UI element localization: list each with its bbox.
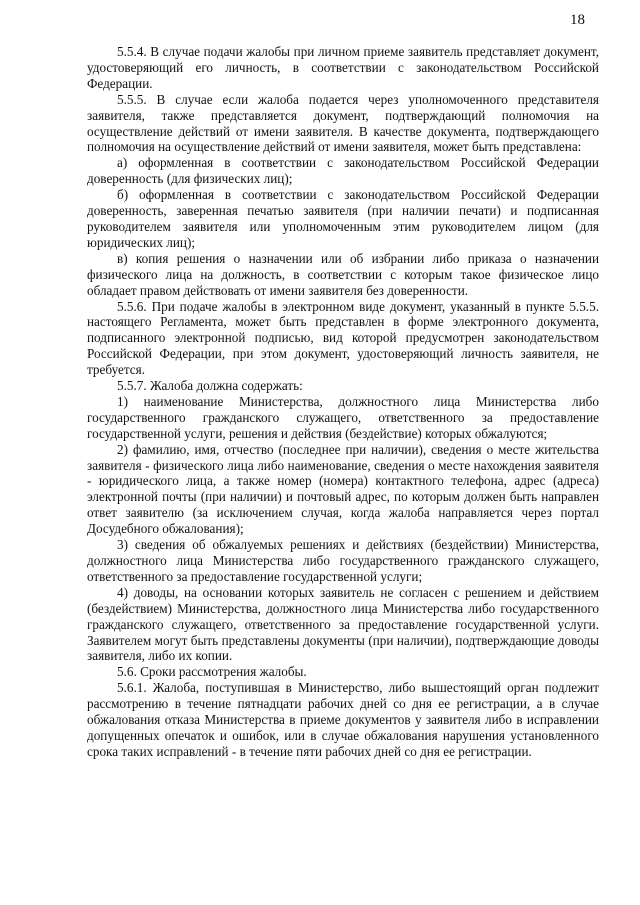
paragraph-5-5-6: 5.5.6. При подаче жалобы в электронном виде документ, указанный в пункте 5.5.5. настоящего Регламента, может быть представлен в форме электронного документа, подписанного электронной подписью, вид которой предусмотрен законодательством Российской Федерации, при этом документ, удостоверяющий личность заявителя, не требуется. bbox=[87, 298, 599, 378]
list-item-v: в) копия решения о назначении или об избрании либо приказа о назначении физического лица на должность, в соответствии с которым такое физическое лицо обладает правом действовать от имени заявителя без доверенности. bbox=[87, 250, 599, 298]
paragraph-5-5-4: 5.5.4. В случае подачи жалобы при личном приеме заявитель представляет документ, удостоверяющий его личность, в соответствии с законодательством Российской Федерации. bbox=[87, 44, 599, 91]
list-item-4: 4) доводы, на основании которых заявитель не согласен с решением и действием (бездействием) Министерства, должностного лица Министерства либо государственного гражданского служащего, ответственного за предоставление государственной услуги. Заявителем могут быть представлены документы (при наличии), подтверждающие доводы заявителя, либо их копии. bbox=[87, 584, 599, 664]
list-item-1: 1) наименование Министерства, должностного лица Министерства либо государственного гражданского служащего, ответственного за предоставление государственной услуги, решения и действия (бездействие) которых обжалуются; bbox=[87, 393, 599, 441]
section-heading-5-6: 5.6. Сроки рассмотрения жалобы. bbox=[117, 664, 307, 680]
paragraph-5-5-5: 5.5.5. В случае если жалоба подается через уполномоченного представителя заявителя, также представляется документ, подтверждающий полномочия на осуществление действий от имени заявителя. В качестве документа, подтверждающего полномочия на осуществление действий от имени заявителя, может быть представлена: bbox=[87, 91, 599, 155]
list-item-3: 3) сведения об обжалуемых решениях и действиях (бездействии) Министерства, должностного лица Министерства либо государственного гражданского служащего, ответственного за предоставление государственной услуги; bbox=[87, 537, 599, 584]
document-body bbox=[87, 44, 599, 760]
page-number: 18 bbox=[570, 12, 585, 28]
paragraph-5-6-1: 5.6.1. Жалоба, поступившая в Министерство, либо вышестоящий орган подлежит рассмотрению в течение пятнадцати рабочих дней со дня ее регистрации, а в случае обжалования отказа Министерства в приеме документов у заявителя либо в исправлении допущенных опечаток и ошибок, или в случае обжалования нарушения установленного срока таких исправлений - в течение пяти рабочих дней со дня ее регистрации. bbox=[87, 680, 599, 759]
list-item-2: 2) фамилию, имя, отчество (последнее при наличии), сведения о месте жительства заявителя - физического лица либо наименование, сведения о месте нахождения заявителя - юридического лица, а также номер (номера) контактного телефона, адрес (адреса) электронной почты (при наличии) и почтовый адрес, по которым должен быть направлен ответ заявителю (за исключением случая, когда жалоба направляется через портал Досудебного обжалования); bbox=[87, 441, 599, 537]
paragraph-5-5-7: 5.5.7. Жалоба должна содержать: bbox=[117, 378, 303, 394]
list-item-a: а) оформленная в соответствии с законодательством Российской Федерации доверенность (для физических лиц); bbox=[87, 155, 599, 187]
list-item-b: б) оформленная в соответствии с законодательством Российской Федерации доверенность, заверенная печатью заявителя (при наличии печати) и подписанная руководителем заявителя или уполномоченным этим руководителем лицом (для юридических лиц); bbox=[87, 187, 599, 250]
